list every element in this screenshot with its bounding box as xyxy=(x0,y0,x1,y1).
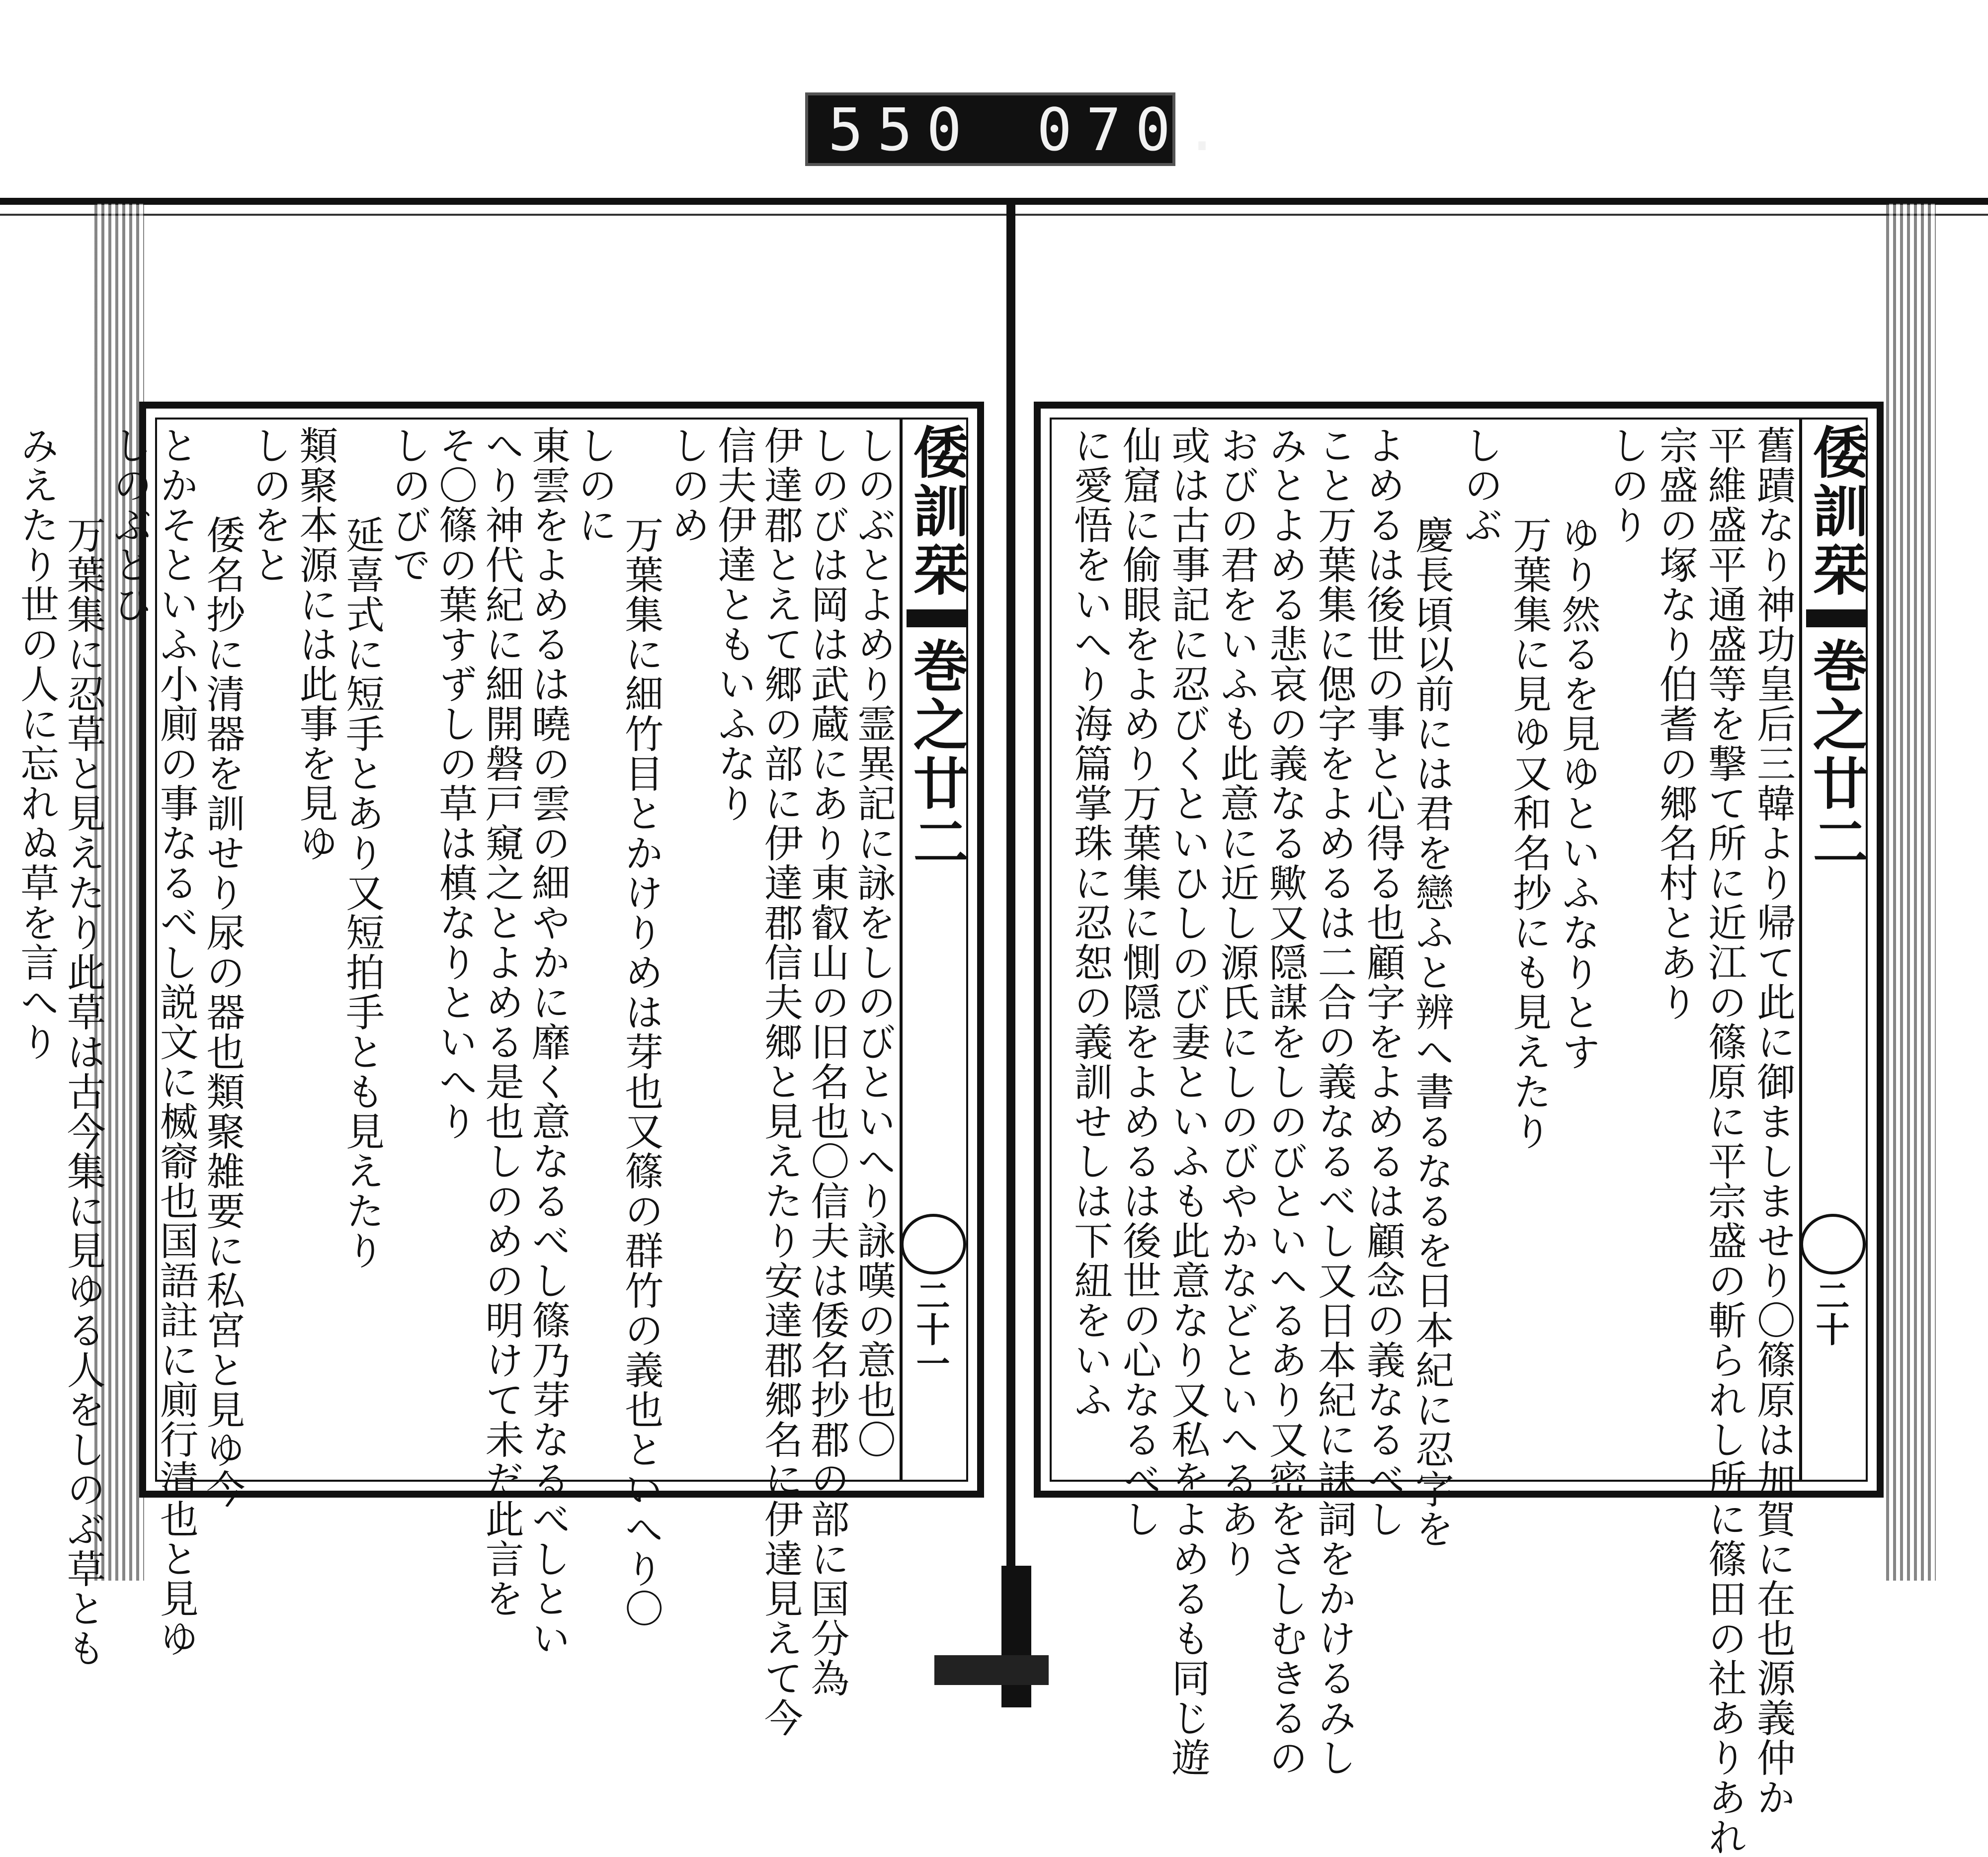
text-column: 東雲をよめるは曉の雲の細やかに靡く意なるべし篠乃芽なるべしとい xyxy=(525,425,571,1658)
text-column: しのり xyxy=(1604,425,1649,545)
left-header-volume: 巻之廿二 xyxy=(904,637,969,872)
right-header-volume: 巻之廿二 xyxy=(1804,637,1869,872)
text-column: おびの君をいふも此意に近し源氏にしのびやかなどといへるあり xyxy=(1214,425,1259,1579)
text-column: そ〇篠の葉すずしの草は槙なりといへり xyxy=(432,425,478,1141)
text-column: みとよめる悲哀の義なる歟又隠謀をしのびといへるあり又密をさしむきるの xyxy=(1262,425,1308,1777)
film-number-left: 550 xyxy=(828,95,976,164)
text-column: しのぶ xyxy=(1458,425,1503,545)
text-column: 延喜式に短手とあり又短拍手とも見えたり xyxy=(339,515,384,1270)
text-column: しのに xyxy=(572,425,617,545)
text-column: しのびで xyxy=(386,425,431,585)
right-header-title: 倭訓栞 xyxy=(1804,423,1869,599)
text-column: 宗盛の塚なり伯耆の郷名村とあり xyxy=(1653,425,1698,1022)
left-page-panel xyxy=(14,402,984,1738)
text-column: しのぶとよめり霊異記に詠をしのびといへり詠嘆の意也〇 xyxy=(851,425,896,1459)
left-page-text xyxy=(14,425,896,1738)
scan-frame-top xyxy=(0,198,1988,205)
film-frame-label xyxy=(805,92,1234,166)
text-column: よめるは後世の事と心得る也顧字をよめるは顧念の義なるべし xyxy=(1360,425,1405,1539)
text-column: 万葉集に忍草と見えたり此草は古今集に見ゆる人をしのぶ草とも xyxy=(60,515,105,1668)
text-column: 万葉集に細竹目とかけりめは芽也又篠の群竹の義也といへり〇 xyxy=(618,515,663,1628)
text-column: みえたり世の人に忘れぬ草を言へり xyxy=(14,425,59,1062)
right-folio: 二十 xyxy=(1810,1278,1850,1346)
left-header-rule xyxy=(900,418,903,1482)
text-column: 仙窟に偷眼をよめり万葉集に惻隠をよめるは後世の心なるべし xyxy=(1116,425,1161,1539)
text-column: しのぶとひ xyxy=(107,425,152,624)
left-header-title: 倭訓栞 xyxy=(904,423,969,599)
scan-frame-top-inner xyxy=(0,214,1988,216)
text-column: に愛悟をいへり海篇掌珠に忍恕の義訓せしは下紐をいふ xyxy=(1068,425,1113,1420)
film-number-right: 070. xyxy=(1037,95,1234,164)
text-column: しのびは岡は武蔵にあり東叡山の旧名也〇信夫は倭名抄郡の部に国分為 xyxy=(804,425,849,1698)
left-header-separator xyxy=(907,609,966,627)
text-column: とかそといふ小廁の事なるべし説文に楲窬也国語註に廁行清也と見ゆ xyxy=(153,425,198,1658)
page-edge-right xyxy=(1886,204,1936,1581)
right-header-rule xyxy=(1799,418,1802,1482)
book-spine xyxy=(1006,198,1015,1570)
text-column: 慶長頃以前には君を戀ふと辨へ書るなるを日本紀に忍字を xyxy=(1409,515,1454,1549)
text-column: 類聚本源には此事を見ゆ xyxy=(293,425,338,863)
text-column: こと万葉集に偲字をよめるは二合の義なるべし又日本紀に誄詞をかけるみし xyxy=(1311,425,1356,1777)
spine-clamp-base xyxy=(934,1655,1049,1685)
text-column: しのをと xyxy=(246,425,291,585)
text-column: 舊蹟なり神功皇后三韓より帰て此に御ましませり〇篠原は加賀に在也源義仲か xyxy=(1750,425,1795,1817)
left-page-header xyxy=(904,423,969,872)
right-page-text xyxy=(1061,425,1795,1857)
text-column: 倭名抄に清器を訓せり尿の器也類聚雑要に私宮と見ゆ今 xyxy=(200,515,245,1509)
text-column: 平維盛平通盛等を撃て所に近江の篠原に平宗盛の斬られし所に篠田の社ありあれ xyxy=(1701,425,1746,1857)
right-header-separator xyxy=(1806,609,1866,627)
text-column: ゆり然るを見ゆといふなりとす xyxy=(1555,515,1600,1072)
right-folio-circle xyxy=(1800,1214,1866,1274)
spine-clamp xyxy=(1001,1566,1031,1707)
left-folio-circle xyxy=(901,1214,966,1274)
left-folio: 二十一 xyxy=(911,1278,950,1380)
text-column: へり神代紀に細開磐戸窺之とよめる是也しのめの明けて未だ此言を xyxy=(479,425,524,1618)
right-page-header xyxy=(1804,423,1869,872)
text-column: 伊達郡とえて郷の部に伊達郡信夫郷と見えたり安達郡郷名に伊達見えて今 xyxy=(757,425,803,1738)
text-column: 万葉集に見ゆ又和名抄にも見えたり xyxy=(1506,515,1552,1151)
right-page-panel xyxy=(1034,402,1884,1857)
text-column: 或は古事記に忍びくといひしのび妻といふも此意なり又私をよめるも同じ遊 xyxy=(1165,425,1210,1777)
text-column: しのめ xyxy=(664,425,710,545)
text-column: 信夫伊達ともいふなり xyxy=(711,425,756,823)
